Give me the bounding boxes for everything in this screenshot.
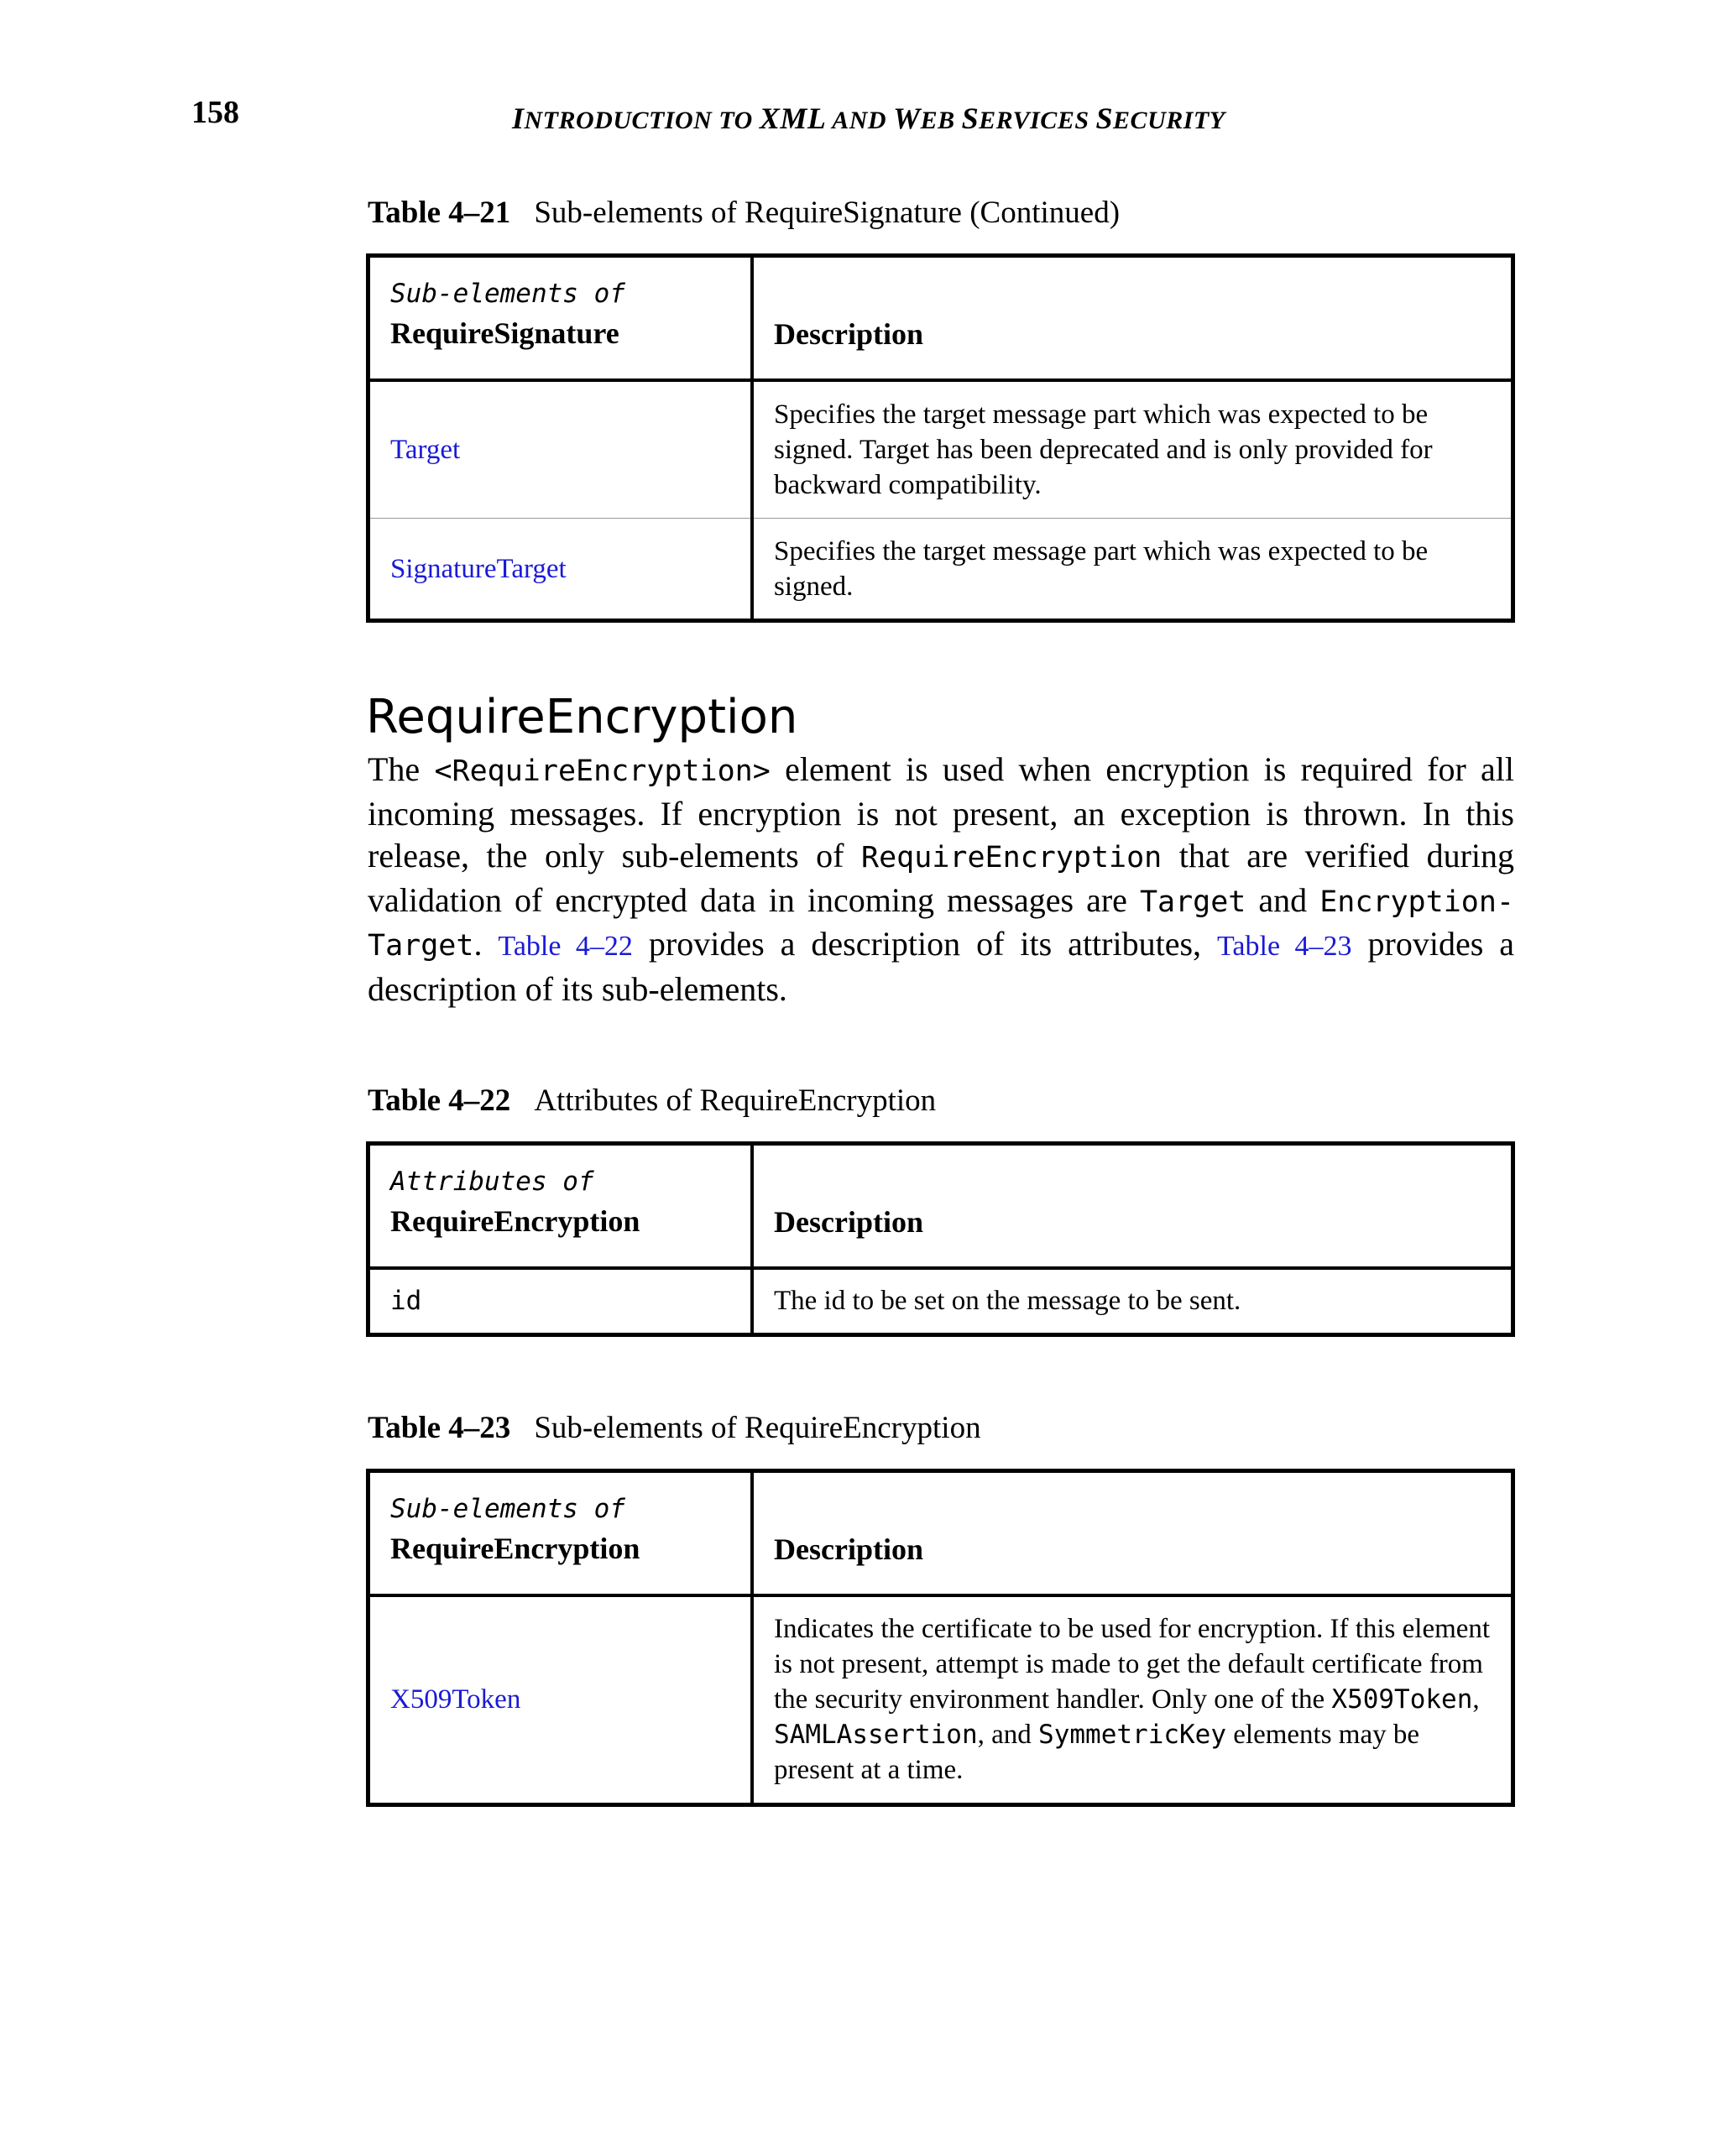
table-caption-number: Table 4–22 — [368, 1083, 511, 1118]
signature-target-link[interactable]: SignatureTarget — [390, 553, 567, 584]
table-caption-number: Table 4–23 — [368, 1411, 511, 1445]
column-header — [752, 1144, 1513, 1268]
table-cell-name — [368, 519, 753, 621]
table-caption-text: Sub-elements of RequireEncryption — [534, 1411, 981, 1445]
column-header-prefix: Sub-elements of — [390, 1493, 625, 1524]
running-title-rest: NTRODUCTION TO — [524, 107, 760, 134]
x509token-link[interactable]: X509Token — [390, 1684, 521, 1715]
running-title-cap: S — [961, 102, 980, 135]
description-header: Description — [774, 1204, 923, 1239]
running-title-rest: ECURITY — [1113, 107, 1225, 134]
table-cell-description: Specifies the target message part which was expected to be signed. Target has been deprecated and is only provided for backward compatibility. — [774, 399, 1433, 500]
description-text: Indicates the certificate to be used for encryption. If this element is not present, attempt is made to get the default certificate from the security environment handler. Only one of the — [774, 1614, 1491, 1715]
paragraph-text: provides a description of its sub-elements. — [368, 925, 1515, 1008]
inline-code: SAMLAssertion — [774, 1720, 978, 1751]
table-caption-text: Sub-elements of RequireSignature (Continued) — [534, 196, 1121, 230]
table-row — [368, 1268, 1513, 1335]
inline-code: <RequireEncryption> — [434, 754, 771, 788]
description-header: Description — [774, 1532, 923, 1566]
running-title-cap: S — [1095, 102, 1114, 135]
column-header — [368, 256, 753, 380]
table-21-caption — [368, 195, 1120, 231]
description-text: , and — [977, 1720, 1032, 1751]
inline-code: Encryption-Target — [368, 885, 1514, 963]
table-header-row — [368, 256, 1513, 380]
running-title-cap: I — [512, 102, 525, 135]
paragraph-text: and — [1258, 880, 1308, 919]
description-header: Description — [774, 316, 923, 351]
target-link[interactable]: Target — [390, 434, 461, 465]
table-23-caption — [368, 1410, 981, 1446]
inline-code: SymmetricKey — [1038, 1720, 1227, 1751]
paragraph-text: . — [473, 925, 483, 963]
column-header-element: RequireSignature — [390, 316, 619, 350]
table-cell-description — [752, 1595, 1513, 1805]
column-header — [368, 1144, 753, 1268]
section-title: RequireEncryption — [366, 690, 798, 744]
inline-code: X509Token — [1331, 1684, 1473, 1715]
table-22-caption — [368, 1083, 936, 1119]
running-title-cap: W — [893, 102, 921, 135]
body-paragraph — [368, 749, 1514, 1010]
table-4-23-link[interactable]: Table 4–23 — [1217, 931, 1352, 962]
column-header-element: RequireEncryption — [390, 1531, 640, 1565]
table-cell-name — [368, 380, 753, 519]
table-cell-name — [368, 1268, 753, 1335]
table-row — [368, 380, 1513, 519]
table-22 — [366, 1141, 1515, 1337]
table-cell-description: Specifies the target message part which was expected to be signed. — [752, 519, 1513, 621]
table-caption-number: Table 4–21 — [368, 196, 511, 230]
paragraph-text: that are verified during validation of encrypted data in incoming messages are — [368, 837, 1515, 919]
description-text: elements may be present at a time. — [774, 1720, 1420, 1786]
table-header-row — [368, 1471, 1513, 1595]
table-21 — [366, 253, 1515, 623]
column-header — [368, 1471, 753, 1595]
table-row — [368, 519, 1513, 621]
page-number: 158 — [191, 95, 239, 130]
table-caption-text: Attributes of RequireEncryption — [534, 1083, 937, 1118]
paragraph-text: provides a description of its attributes, — [648, 925, 1202, 963]
inline-code: Target — [1139, 885, 1246, 919]
running-title-rest: ERVICES — [979, 107, 1096, 134]
table-23 — [366, 1469, 1515, 1807]
paragraph-text: The — [368, 750, 421, 788]
inline-code: RequireEncryption — [861, 841, 1163, 874]
table-cell-description: The id to be set on the message to be sent. — [774, 1286, 1241, 1317]
column-header-prefix: Sub-elements of — [390, 278, 625, 309]
description-text: , — [1472, 1684, 1480, 1715]
paragraph-text: element is used when encryption is required for all incoming messages. If encryption is not present, an exception is thrown. In this release, the only sub-elements of — [368, 750, 1515, 874]
attribute-name: id — [390, 1286, 422, 1317]
column-header — [752, 1471, 1513, 1595]
table-cell-name — [368, 1595, 753, 1805]
table-row — [368, 1595, 1513, 1805]
running-title-rest: AND — [826, 107, 894, 134]
running-title-cap: XML — [759, 102, 827, 135]
column-header — [752, 256, 1513, 380]
column-header-element: RequireEncryption — [390, 1203, 640, 1238]
running-title — [512, 101, 1225, 136]
table-4-22-link[interactable]: Table 4–22 — [498, 931, 633, 962]
column-header-prefix: Attributes of — [390, 1166, 594, 1197]
table-header-row — [368, 1144, 1513, 1268]
running-title-rest: EB — [920, 107, 962, 134]
